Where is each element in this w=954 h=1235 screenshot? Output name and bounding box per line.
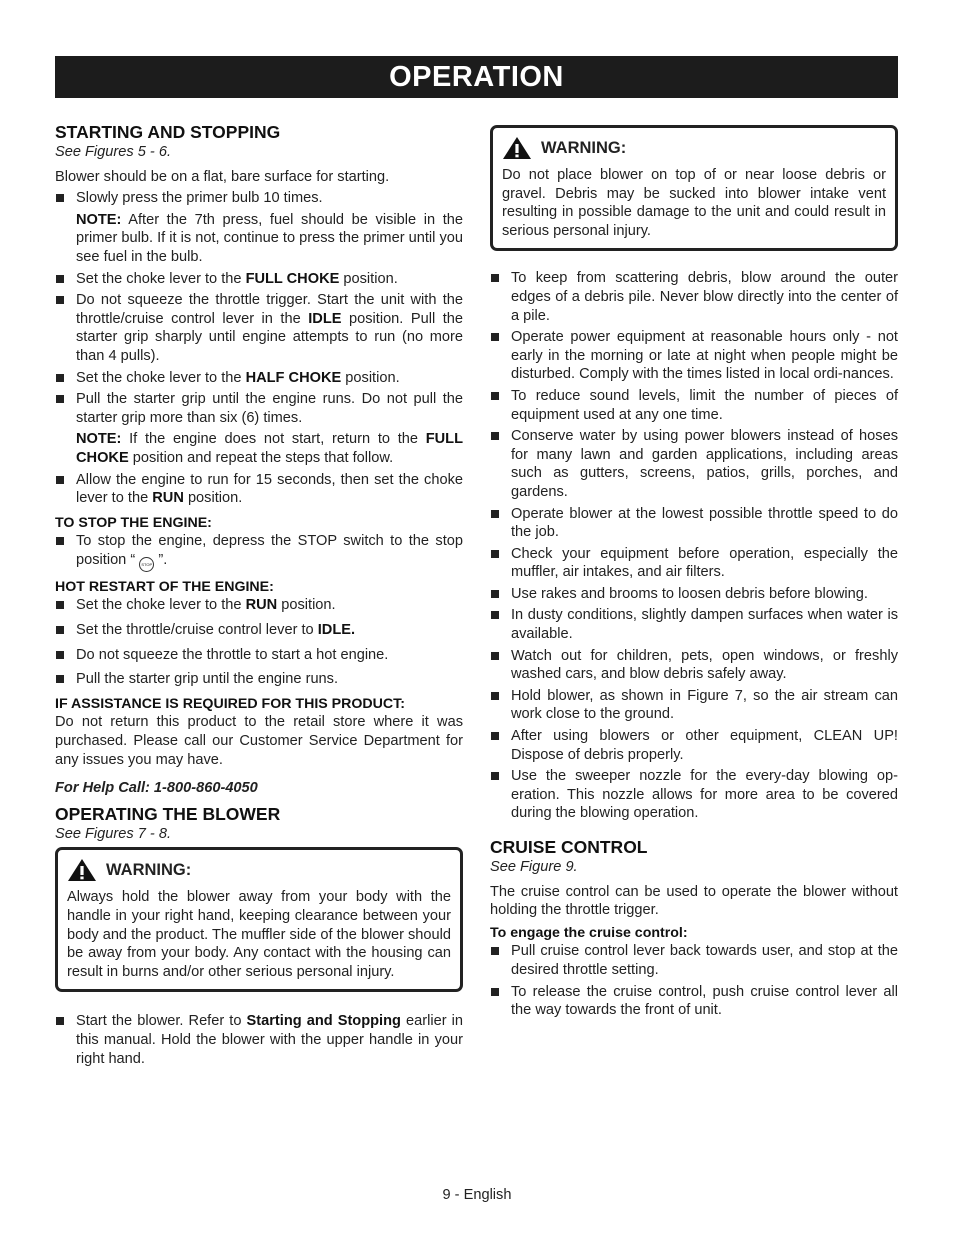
- warning-header: [67, 858, 451, 882]
- list-item: Operate blower at the lowest possible throttle speed to do the job.: [490, 505, 898, 542]
- subheading-stop: TO STOP THE ENGINE:: [55, 514, 212, 531]
- list-item: Use rakes and brooms to loosen debris before blowing.: [490, 585, 898, 604]
- intro-text: Blower should be on a flat, bare surface for starting.: [55, 168, 390, 185]
- hot-restart-steps: [55, 596, 463, 688]
- list-item: In dusty conditions, slightly dampen surfaces when water is available.: [490, 606, 898, 643]
- list-item: Conserve water by using power blowers instead of hoses for many lawn and garden applications, including areas such as gutters, screens, patios, grills, porches, and gardens.: [490, 427, 898, 501]
- list-item: Watch out for children, pets, open windows, or freshly washed cars, and blow debris safely away.: [490, 647, 898, 684]
- starting-steps-2: [55, 270, 463, 428]
- starting-steps: [55, 189, 463, 208]
- note: NOTE: After the 7th press, fuel should be visible in the primer bulb. If it is not, continue to press the primer until you see fuel in the bulb.: [76, 211, 463, 265]
- stop-switch-icon: STOP: [139, 557, 154, 572]
- list-item: Set the choke lever to the HALF CHOKE position.: [55, 369, 463, 388]
- list-item: To keep from scattering debris, blow around the outer edges of a debris pile. Never blow directly into the center of a pile.: [490, 269, 898, 325]
- list-item: Check your equipment before operation, especially the muffler, air intakes, and air filters.: [490, 545, 898, 582]
- list-item: Set the choke lever to the RUN position.: [55, 596, 463, 615]
- warning-title: WARNING:: [541, 138, 627, 157]
- subheading-engage: To engage the cruise control:: [490, 924, 688, 941]
- stop-steps: [55, 532, 463, 572]
- section-title-operating: OPERATING THE BLOWER: [55, 803, 281, 824]
- figure-reference: See Figure 9.: [490, 859, 578, 875]
- left-column: [55, 122, 463, 1071]
- page-number: 9 - English: [442, 1187, 512, 1203]
- warning-box: [55, 847, 463, 992]
- list-item: Allow the engine to run for 15 seconds, then set the choke lever to the RUN position.: [55, 471, 463, 508]
- list-item: To stop the engine, depress the STOP switch to the stop position “ STOP ”.: [55, 532, 463, 572]
- list-item: To reduce sound levels, limit the number of pieces of equipment used at any one time.: [490, 387, 898, 424]
- list-item: Start the blower. Refer to Starting and Stopping earlier in this manual. Hold the blower with the upper handle in your right hand.: [55, 1012, 463, 1068]
- warning-text: Do not place blower on top of or near loose debris or gravel. Debris may be sucked into blower intake vent resulting in possible damage to the unit and could result in serious personal injury.: [502, 167, 886, 239]
- subheading-assistance: IF ASSISTANCE IS REQUIRED FOR THIS PRODUCT:: [55, 695, 405, 712]
- section-title-cruise: CRUISE CONTROL: [490, 837, 648, 857]
- warning-triangle-icon: [67, 858, 97, 882]
- list-item: Slowly press the primer bulb 10 times.: [55, 189, 463, 208]
- list-item: Set the choke lever to the FULL CHOKE position.: [55, 270, 463, 289]
- operating-tips: [490, 269, 898, 823]
- cruise-steps: [490, 942, 898, 1019]
- figure-reference: See Figures 5 - 6.: [55, 144, 171, 160]
- list-item: Pull cruise control lever back towards user, and stop at the desired throttle setting.: [490, 942, 898, 979]
- list-item: To release the cruise control, push cruise control lever all the way towards the front of unit.: [490, 983, 898, 1020]
- list-item: After using blowers or other equipment, CLEAN UP! Dispose of debris properly.: [490, 727, 898, 764]
- operating-steps: [55, 1012, 463, 1068]
- list-item: Do not squeeze the throttle to start a hot engine.: [55, 646, 463, 665]
- list-item: Hold blower, as shown in Figure 7, so the air stream can work close to the ground.: [490, 687, 898, 724]
- warning-title: WARNING:: [106, 861, 192, 880]
- list-item: Do not squeeze the throttle trigger. Start the unit with the throttle/cruise control lever in the IDLE position. Pull the starter grip sharply until engine attempts to run (no more than 4 pulls).: [55, 291, 463, 365]
- subheading-hot-restart: HOT RESTART OF THE ENGINE:: [55, 578, 274, 595]
- cruise-text: The cruise control can be used to operate the blower without holding the throttle trigger.: [490, 883, 898, 919]
- figure-reference: See Figures 7 - 8.: [55, 825, 171, 842]
- warning-header: [502, 136, 886, 160]
- warning-text: Always hold the blower away from your body with the handle in your right hand, keeping clearance between your body and the product. The muffler side of the blower should be away from your body. Any contact with the housing can result in burns and/or other serious personal injury.: [67, 889, 452, 980]
- list-item: Set the throttle/cruise control lever to IDLE.: [55, 621, 463, 640]
- section-title-starting: STARTING AND STOPPING: [55, 122, 281, 142]
- right-column: [490, 125, 898, 1023]
- assistance-text: Do not return this product to the retail store where it was purchased. Please call our Customer Service Department for any issues you may have.: [55, 714, 463, 768]
- warning-box: [490, 125, 898, 251]
- warning-triangle-icon: [502, 136, 532, 160]
- list-item: Use the sweeper nozzle for the every-day blowing op-eration. This nozzle allows for more area to be covered during the blowing operation.: [490, 767, 898, 823]
- starting-steps-3: [55, 471, 463, 508]
- note: NOTE: If the engine does not start, return to the FULL CHOKE position and repeat the steps that follow.: [76, 431, 463, 466]
- list-item: Pull the starter grip until the engine runs.: [55, 670, 463, 689]
- help-phone: For Help Call: 1-800-860-4050: [55, 780, 258, 797]
- page-banner: OPERATION: [55, 56, 898, 98]
- list-item: Pull the starter grip until the engine runs. Do not pull the starter grip more than six (6) times.: [55, 390, 463, 427]
- list-item: Operate power equipment at reasonable hours only - not early in the morning or late at night when people might be disturbed. Comply with the times listed in local ordi-nances.: [490, 328, 898, 384]
